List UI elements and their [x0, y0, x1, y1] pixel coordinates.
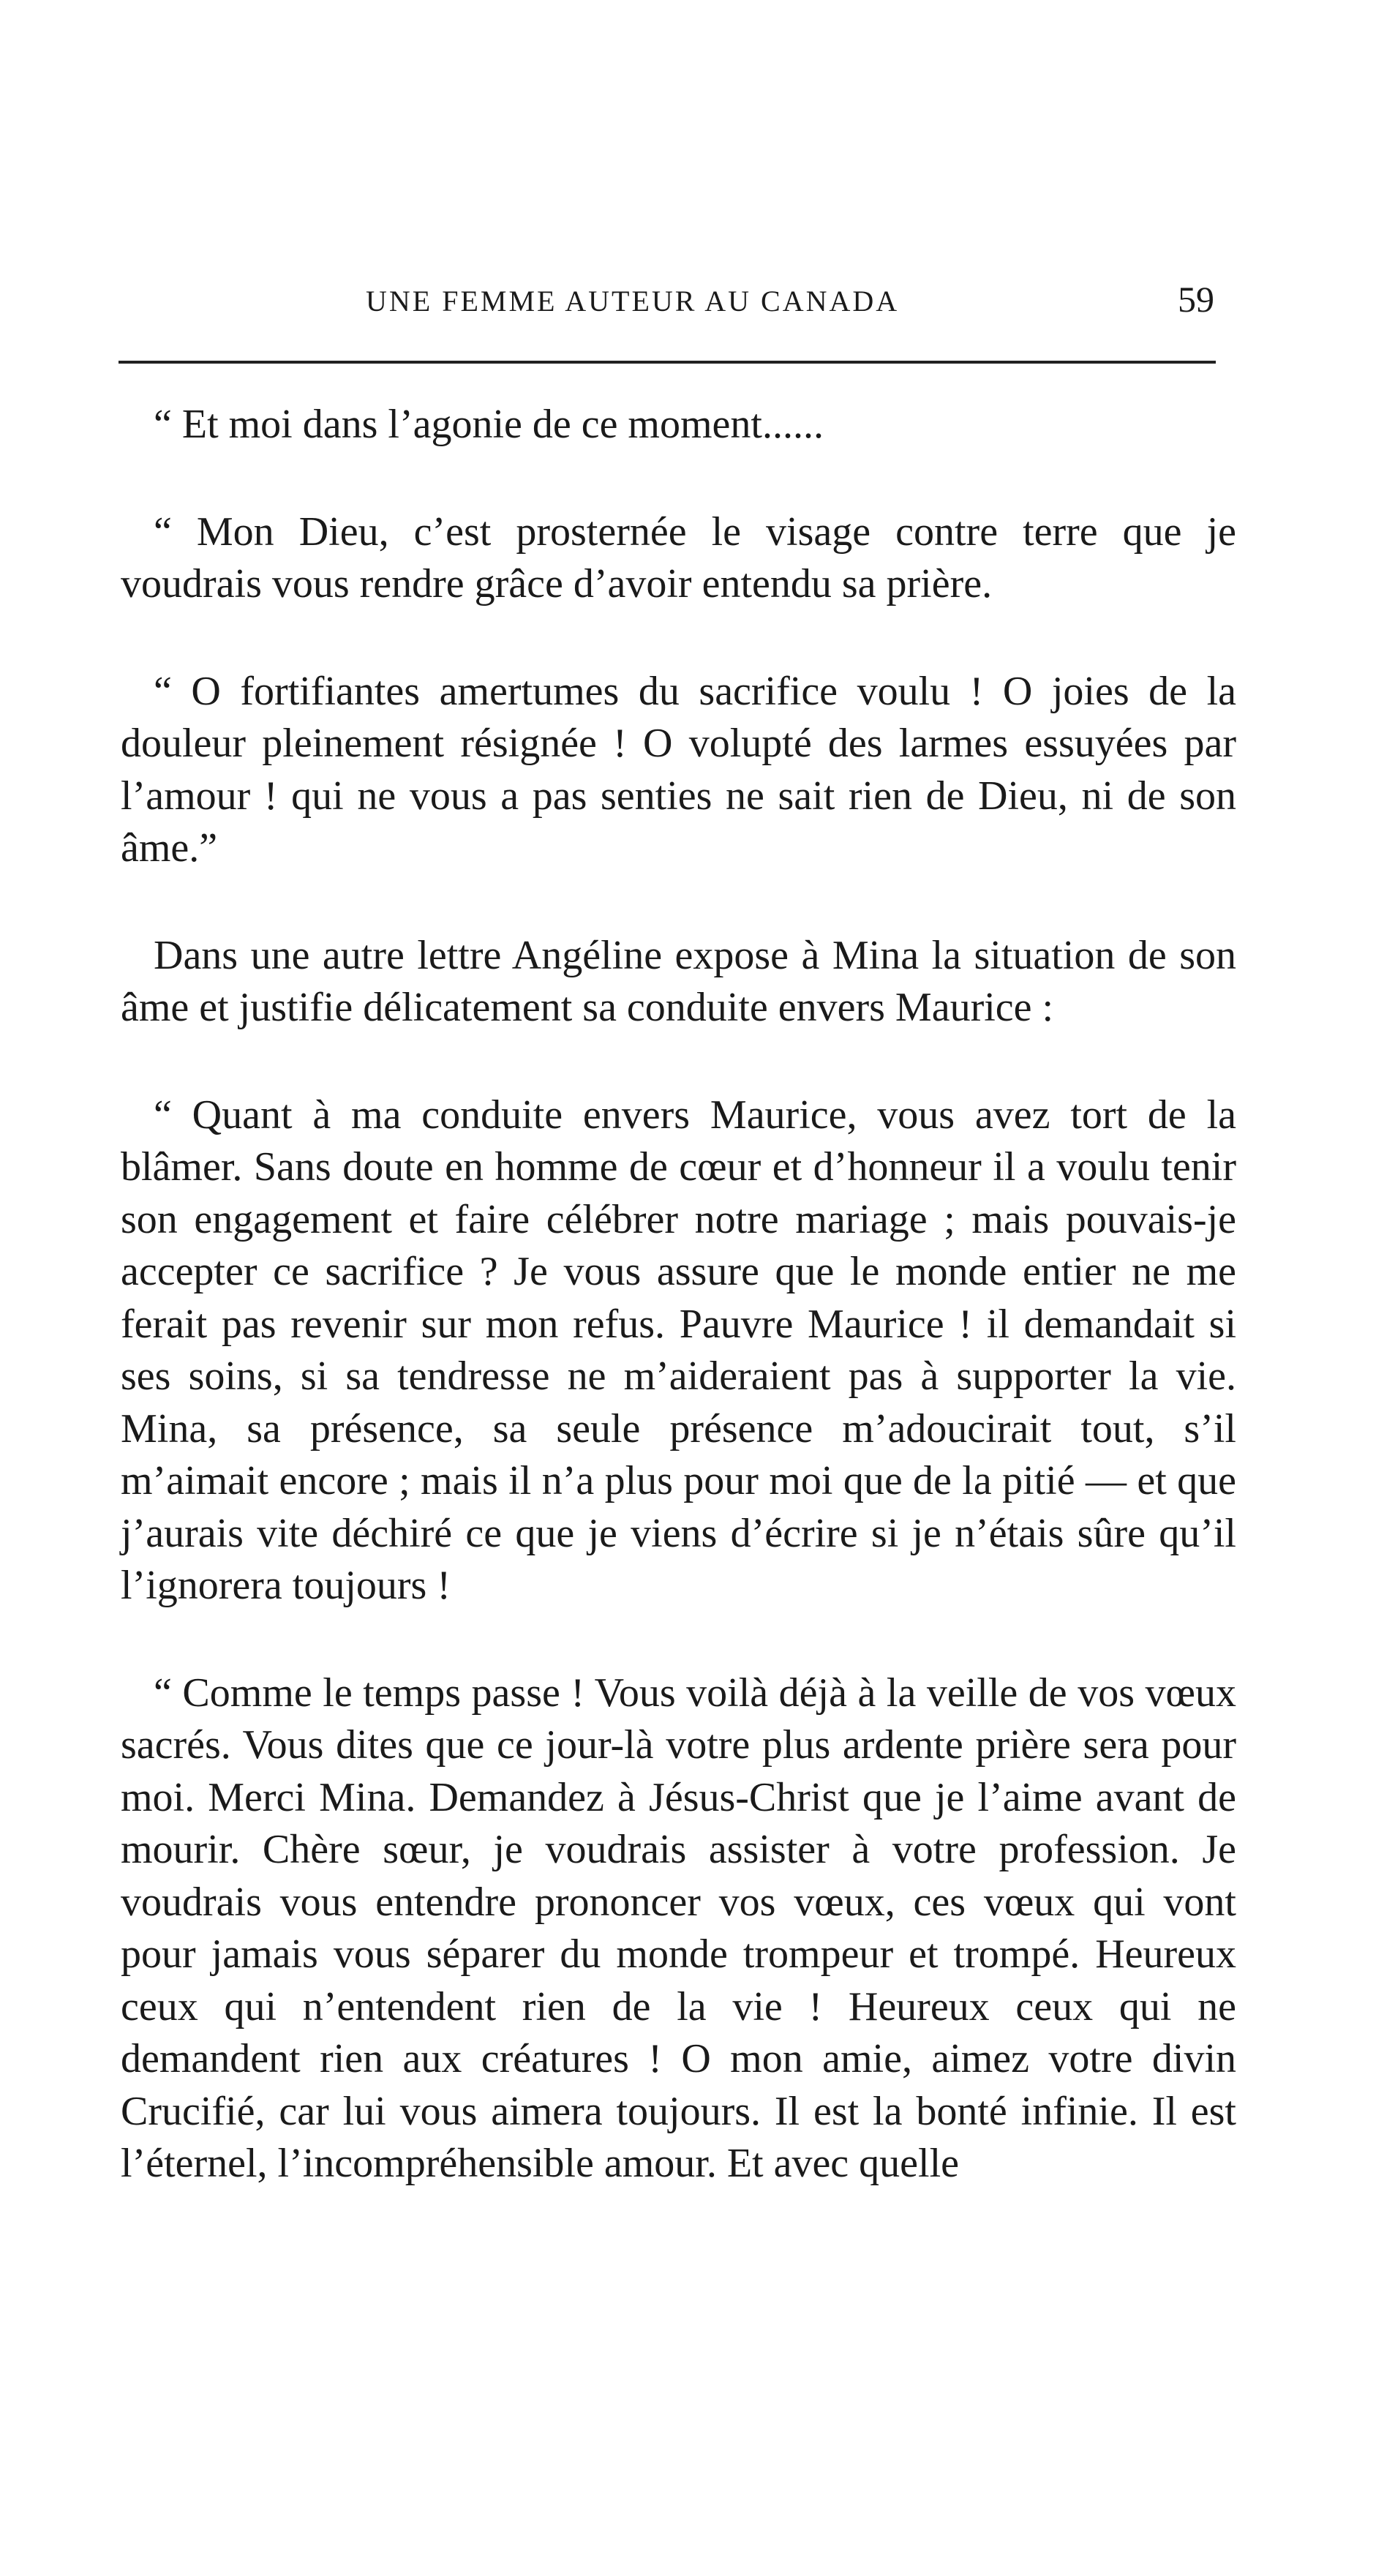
paragraph-6: “ Comme le temps passe ! Vous voilà déjà à la veille de vos vœux sacrés. Vous dites que ce jour-là votre plus ardente prière sera pour moi. Merci Mina. Demandez à Jésus-Christ que je l’aime avant de mourir. Chère sœur, je voudrais assister à votre profession. Je voudrais vous entendre prononcer vos vœux, ces vœux qui vont pour jamais vous séparer du monde trompeur et trompé. Heureux ceux qui n’entendent rien de la vie ! Heureux ceux qui ne demandent rien aux créatures ! O mon amie, aimez votre divin Crucifié, car lui vous aimera toujours. Il est la bonté infinie. Il est l’éternel, l’incompréhensible amour. Et avec quelle [121, 1670, 1236, 2186]
page-number: 59 [1178, 279, 1214, 320]
header-rule [119, 361, 1216, 364]
running-head [117, 279, 1214, 328]
paragraph-2: “ Mon Dieu, c’est prosternée le visage contre terre que je voudrais vous rendre grâce d’avoir entendu sa prière. [121, 508, 1236, 607]
running-title: UNE FEMME AUTEUR AU CANADA [366, 285, 900, 318]
paragraph-1: “ Et moi dans l’agonie de ce moment...... [154, 402, 824, 447]
body-text [121, 399, 1236, 2190]
paragraph-5: “ Quant à ma conduite envers Maurice, vous avez tort de la blâmer. Sans doute en homme de cœur et d’honneur il a voulu tenir son engagement et faire célébrer notre mariage ; mais pouvais-je accepter ce sacrifice ? Je vous assure que le monde entier ne me ferait pas revenir sur mon refus. Pauvre Maurice ! il demandait si ses soins, si sa tendresse ne m’aideraient pas à supporter la vie. Mina, sa présence, sa seule présence m’adoucirait tout, s’il m’aimait encore ; mais il n’a plus pour moi que de la pitié — et que j’aurais vite déchiré ce que je viens d’écrire si je n’étais sûre qu’il l’ignorera toujours ! [121, 1092, 1236, 1608]
paragraph-3: “ O fortifiantes amertumes du sacrifice voulu ! O joies de la douleur pleinement résignée ! O volupté des larmes essuyées par l’amour ! qui ne vous a pas senties ne sait rien de Dieu, ni de son âme.” [121, 668, 1236, 871]
paragraph-4: Dans une autre lettre Angéline expose à Mina la situation de son âme et justifie délicatement sa conduite envers Maurice : [121, 932, 1236, 1030]
